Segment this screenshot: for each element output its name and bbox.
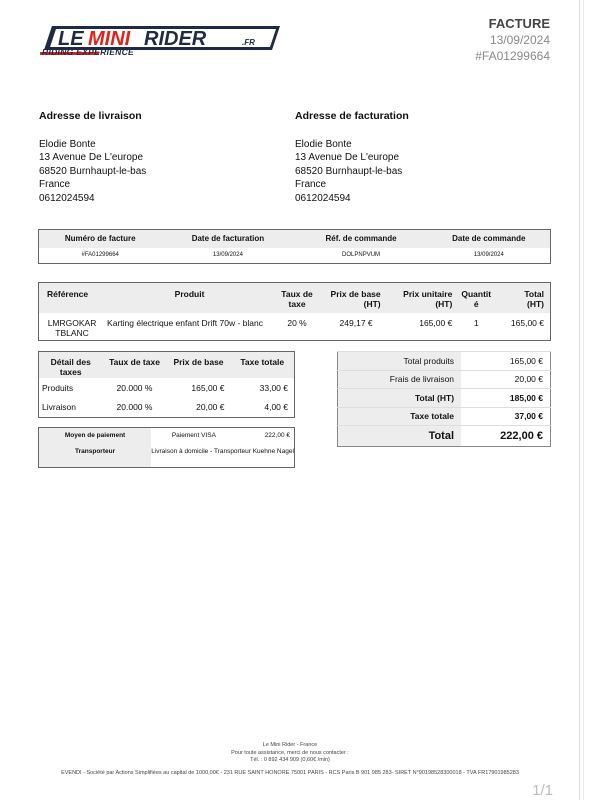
billing-address bbox=[295, 110, 409, 205]
shipping-name: Elodie Bonte bbox=[39, 138, 96, 150]
order-info-header: Réf. de commande bbox=[294, 230, 427, 248]
tax-row-total: 33,00 € bbox=[259, 382, 288, 393]
shipping-city: 68520 Burnhaupt-le-bas bbox=[39, 165, 147, 177]
tax-row-label: Livraison bbox=[42, 402, 77, 413]
shipping-street: 13 Avenue De L'europe bbox=[39, 152, 144, 163]
order-info-value: DOLPNPVUM bbox=[342, 252, 381, 259]
payment-table bbox=[38, 427, 295, 468]
billing-phone: 0612024594 bbox=[295, 192, 351, 204]
total-tax-label: Taxe totale bbox=[338, 407, 462, 426]
svg-text:RIDER: RIDER bbox=[144, 28, 207, 50]
col-unit-price: Prix unitaire (HT) bbox=[387, 283, 459, 313]
tax-row-rate: 20.000 % bbox=[116, 402, 153, 413]
shipping-fee-value: 20,00 € bbox=[461, 370, 550, 389]
invoice-date: 13/09/2024 bbox=[489, 33, 550, 47]
invoice-number: #FA01299664 bbox=[475, 49, 550, 63]
col-total: Total (HT) bbox=[494, 283, 550, 313]
payment-amount: 222,00 € bbox=[264, 432, 290, 439]
shipping-phone: 0612024594 bbox=[39, 192, 95, 204]
table-row bbox=[39, 313, 551, 341]
invoice-header bbox=[475, 16, 550, 63]
product-name: Karting électrique enfant Drift 70w - blanc bbox=[107, 317, 263, 328]
billing-city: 68520 Burnhaupt-le-bas bbox=[295, 165, 403, 177]
total-ht-label: Total (HT) bbox=[338, 389, 462, 408]
col-quantity: Quantit é bbox=[458, 283, 494, 313]
order-info-header: Date de facturation bbox=[161, 230, 294, 248]
table-row bbox=[39, 398, 295, 418]
totals-table bbox=[337, 351, 551, 447]
billing-street: 13 Avenue De L'europe bbox=[295, 152, 400, 163]
tax-detail-table bbox=[38, 351, 295, 418]
page-indicator: 1/1 bbox=[532, 782, 553, 799]
grand-total-label: Total bbox=[338, 426, 462, 447]
tax-row-label: Produits bbox=[42, 382, 74, 393]
carrier-label: Transporteur bbox=[39, 444, 152, 468]
order-info-table bbox=[38, 229, 551, 264]
total-products-label: Total produits bbox=[338, 352, 462, 371]
billing-name: Elodie Bonte bbox=[295, 138, 352, 150]
footer-phone: Tél. : 0 892 434 909 (0,60€ /min) bbox=[250, 757, 330, 763]
total-ht-value: 185,00 € bbox=[461, 389, 550, 408]
product-unit-price: 165,00 € bbox=[419, 317, 453, 328]
brand-tagline: RIDING EXPERIENCE bbox=[42, 47, 135, 57]
svg-text:LE: LE bbox=[58, 28, 84, 50]
footer-company: Le Mini Rider - France bbox=[262, 742, 318, 748]
col-reference: Référence bbox=[39, 283, 106, 313]
billing-title: Adresse de facturation bbox=[295, 110, 409, 122]
tax-col-base: Prix de base bbox=[167, 352, 231, 378]
footer-support: Pour toute assistance, merci de nous contacter : bbox=[231, 749, 349, 756]
svg-text:.FR: .FR bbox=[242, 38, 255, 47]
product-base-price: 249,17 € bbox=[339, 317, 373, 328]
shipping-address bbox=[39, 110, 146, 205]
tax-row-total: 4,00 € bbox=[264, 402, 288, 413]
billing-country: France bbox=[295, 179, 327, 190]
products-table bbox=[38, 282, 551, 341]
product-total: 165,00 € bbox=[510, 317, 544, 328]
tax-row-base: 20,00 € bbox=[196, 402, 225, 413]
tax-col-total: Taxe totale bbox=[231, 352, 295, 378]
shipping-title: Adresse de livraison bbox=[39, 110, 142, 122]
order-info-value: 13/09/2024 bbox=[212, 252, 243, 259]
svg-text:MINI: MINI bbox=[88, 28, 131, 50]
tax-col-rate: Taux de taxe bbox=[103, 352, 167, 378]
payment-method-value: Paiement VISA bbox=[171, 432, 216, 439]
tax-col-label: Détail des taxes bbox=[39, 352, 103, 378]
footer bbox=[0, 742, 580, 765]
tax-row-rate: 20.000 % bbox=[116, 382, 153, 393]
grand-total-value: 222,00 € bbox=[461, 426, 550, 447]
total-products-value: 165,00 € bbox=[461, 352, 550, 371]
product-tax-rate: 20 % bbox=[287, 317, 307, 328]
col-product: Produit bbox=[105, 283, 274, 313]
order-info-value: 13/09/2024 bbox=[473, 252, 504, 259]
col-base-price: Prix de base (HT) bbox=[320, 283, 387, 313]
shipping-country: France bbox=[39, 179, 71, 190]
table-row bbox=[39, 378, 295, 398]
tax-row-base: 165,00 € bbox=[191, 382, 225, 393]
carrier-value: Livraison à domicile - Transporteur Kuehne Nagel bbox=[151, 447, 294, 455]
product-quantity: 1 bbox=[473, 317, 479, 328]
payment-method-label: Moyen de paiement bbox=[39, 428, 152, 444]
invoice-title: FACTURE bbox=[488, 16, 550, 31]
order-info-value: #FA01299664 bbox=[81, 252, 119, 259]
order-info-header: Date de commande bbox=[428, 230, 551, 248]
total-tax-value: 37,00 € bbox=[461, 407, 550, 426]
col-tax-rate: Taux de taxe bbox=[274, 283, 320, 313]
order-info-header: Numéro de facture bbox=[39, 230, 162, 248]
footer-legal: EVENDI - Société par Actions Simplifiées au capital de 1000,00€ - 231 RUE SAINT HONORE 75001 PARIS - RCS Paris B 901 985 283- SIRET N°90198528300018 - TVA FR17901985283 bbox=[61, 770, 519, 776]
product-ref: LMRGOKAR TBLANC bbox=[47, 317, 97, 338]
shipping-fee-label: Frais de livraison bbox=[338, 370, 462, 389]
